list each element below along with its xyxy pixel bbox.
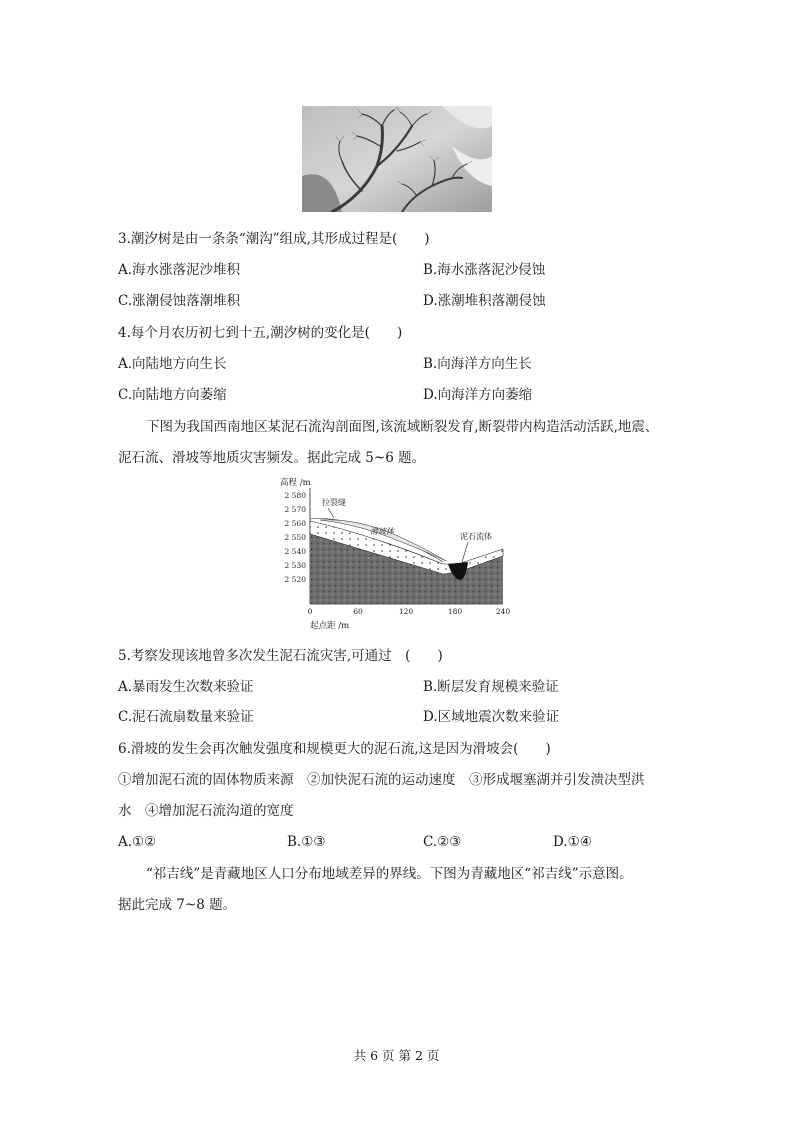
page-footer: 共 6 页 第 2 页 <box>353 1048 440 1063</box>
x-tick-120: 120 <box>398 607 414 616</box>
question-4-stem: 4.每个月农历初七到十五,潮汐树的变化是( ) <box>118 325 403 341</box>
x-tick-240: 240 <box>495 607 511 616</box>
question-3-option-d: D.涨潮堆积落潮侵蚀 <box>423 293 546 309</box>
y-tick-2550: 2 550 <box>284 533 306 542</box>
question-4-option-a: A.向陆地方向生长 <box>118 356 227 372</box>
question-6-option-c: C.②③ <box>423 834 462 850</box>
tidal-tree-image <box>302 106 492 212</box>
question-3-option-b: B.海水涨落泥沙侵蚀 <box>423 262 546 278</box>
question-6-option-b: B.①③ <box>287 834 326 850</box>
y-ticks <box>285 491 307 584</box>
x-axis-label: 起点距 /m <box>310 621 350 631</box>
label-debris-flow: 泥石流体 <box>460 532 492 541</box>
y-tick-2540: 2 540 <box>284 547 306 556</box>
bedrock-layer <box>310 534 503 604</box>
y-tick-2530: 2 530 <box>284 561 306 570</box>
label-crack: 拉裂缝 <box>322 498 346 507</box>
question-3-option-a: A.海水涨落泥沙堆积 <box>118 262 241 278</box>
intro-5-6-line-2: 泥石流、滑坡等地质灾害频发。据此完成 5~6 题。 <box>118 450 426 466</box>
tidal-tree-photo <box>302 106 492 212</box>
question-5-option-c: C.泥石流扇数量来验证 <box>118 709 254 725</box>
debris-flow-cross-section <box>268 476 530 636</box>
question-3-stem: 3.潮汐树是由一条条“潮沟”组成,其形成过程是( ) <box>118 231 430 247</box>
question-6-statements-line-1: ①增加泥石流的固体物质来源 ②加快泥石流的运动速度 ③形成堰塞湖并引发溃决型洪 <box>118 772 645 788</box>
intro-5-6-line-1: 下图为我国西南地区某泥石流沟剖面图,该流域断裂发育,断裂带内构造活动活跃,地震、 <box>146 419 659 435</box>
question-4-option-b: B.向海洋方向生长 <box>423 356 532 372</box>
question-3-option-c: C.涨潮侵蚀落潮堆积 <box>118 293 241 309</box>
question-6-option-d: D.①④ <box>553 834 592 850</box>
y-axis-label: 高程 /m <box>280 478 311 488</box>
question-4-option-d: D.向海洋方向萎缩 <box>423 387 533 403</box>
y-tick-2570: 2 570 <box>284 505 306 514</box>
question-5-option-d: D.区域地震次数来验证 <box>423 709 560 725</box>
intro-7-8-line-2: 据此完成 7~8 题。 <box>118 897 237 913</box>
question-5-option-b: B.断层发育规模来验证 <box>423 679 559 695</box>
intro-7-8-line-1: “祁吉线”是青藏地区人口分布地域差异的界线。下图为青藏地区“祁吉线”示意图。 <box>146 866 633 882</box>
y-tick-2560: 2 560 <box>284 519 306 528</box>
question-4-option-c: C.向陆地方向萎缩 <box>118 387 227 403</box>
x-tick-180: 180 <box>447 607 463 616</box>
x-tick-60: 60 <box>353 607 363 616</box>
y-tick-2580: 2 580 <box>284 491 306 500</box>
y-tick-2520: 2 520 <box>284 575 306 584</box>
question-5-option-a: A.暴雨发生次数来验证 <box>118 679 254 695</box>
question-5-stem: 5.考察发现该地曾多次发生泥石流灾害,可通过 ( ) <box>118 648 443 664</box>
label-landslide: 滑坡体 <box>370 527 394 536</box>
question-6-statements-line-2: 水 ④增加泥石流沟道的宽度 <box>118 803 294 819</box>
question-6-option-a: A.①② <box>118 834 157 850</box>
question-6-stem: 6.滑坡的发生会再次触发强度和规模更大的泥石流,这是因为滑坡会( ) <box>118 741 551 757</box>
x-tick-0: 0 <box>307 607 313 616</box>
x-ticks <box>308 607 511 616</box>
